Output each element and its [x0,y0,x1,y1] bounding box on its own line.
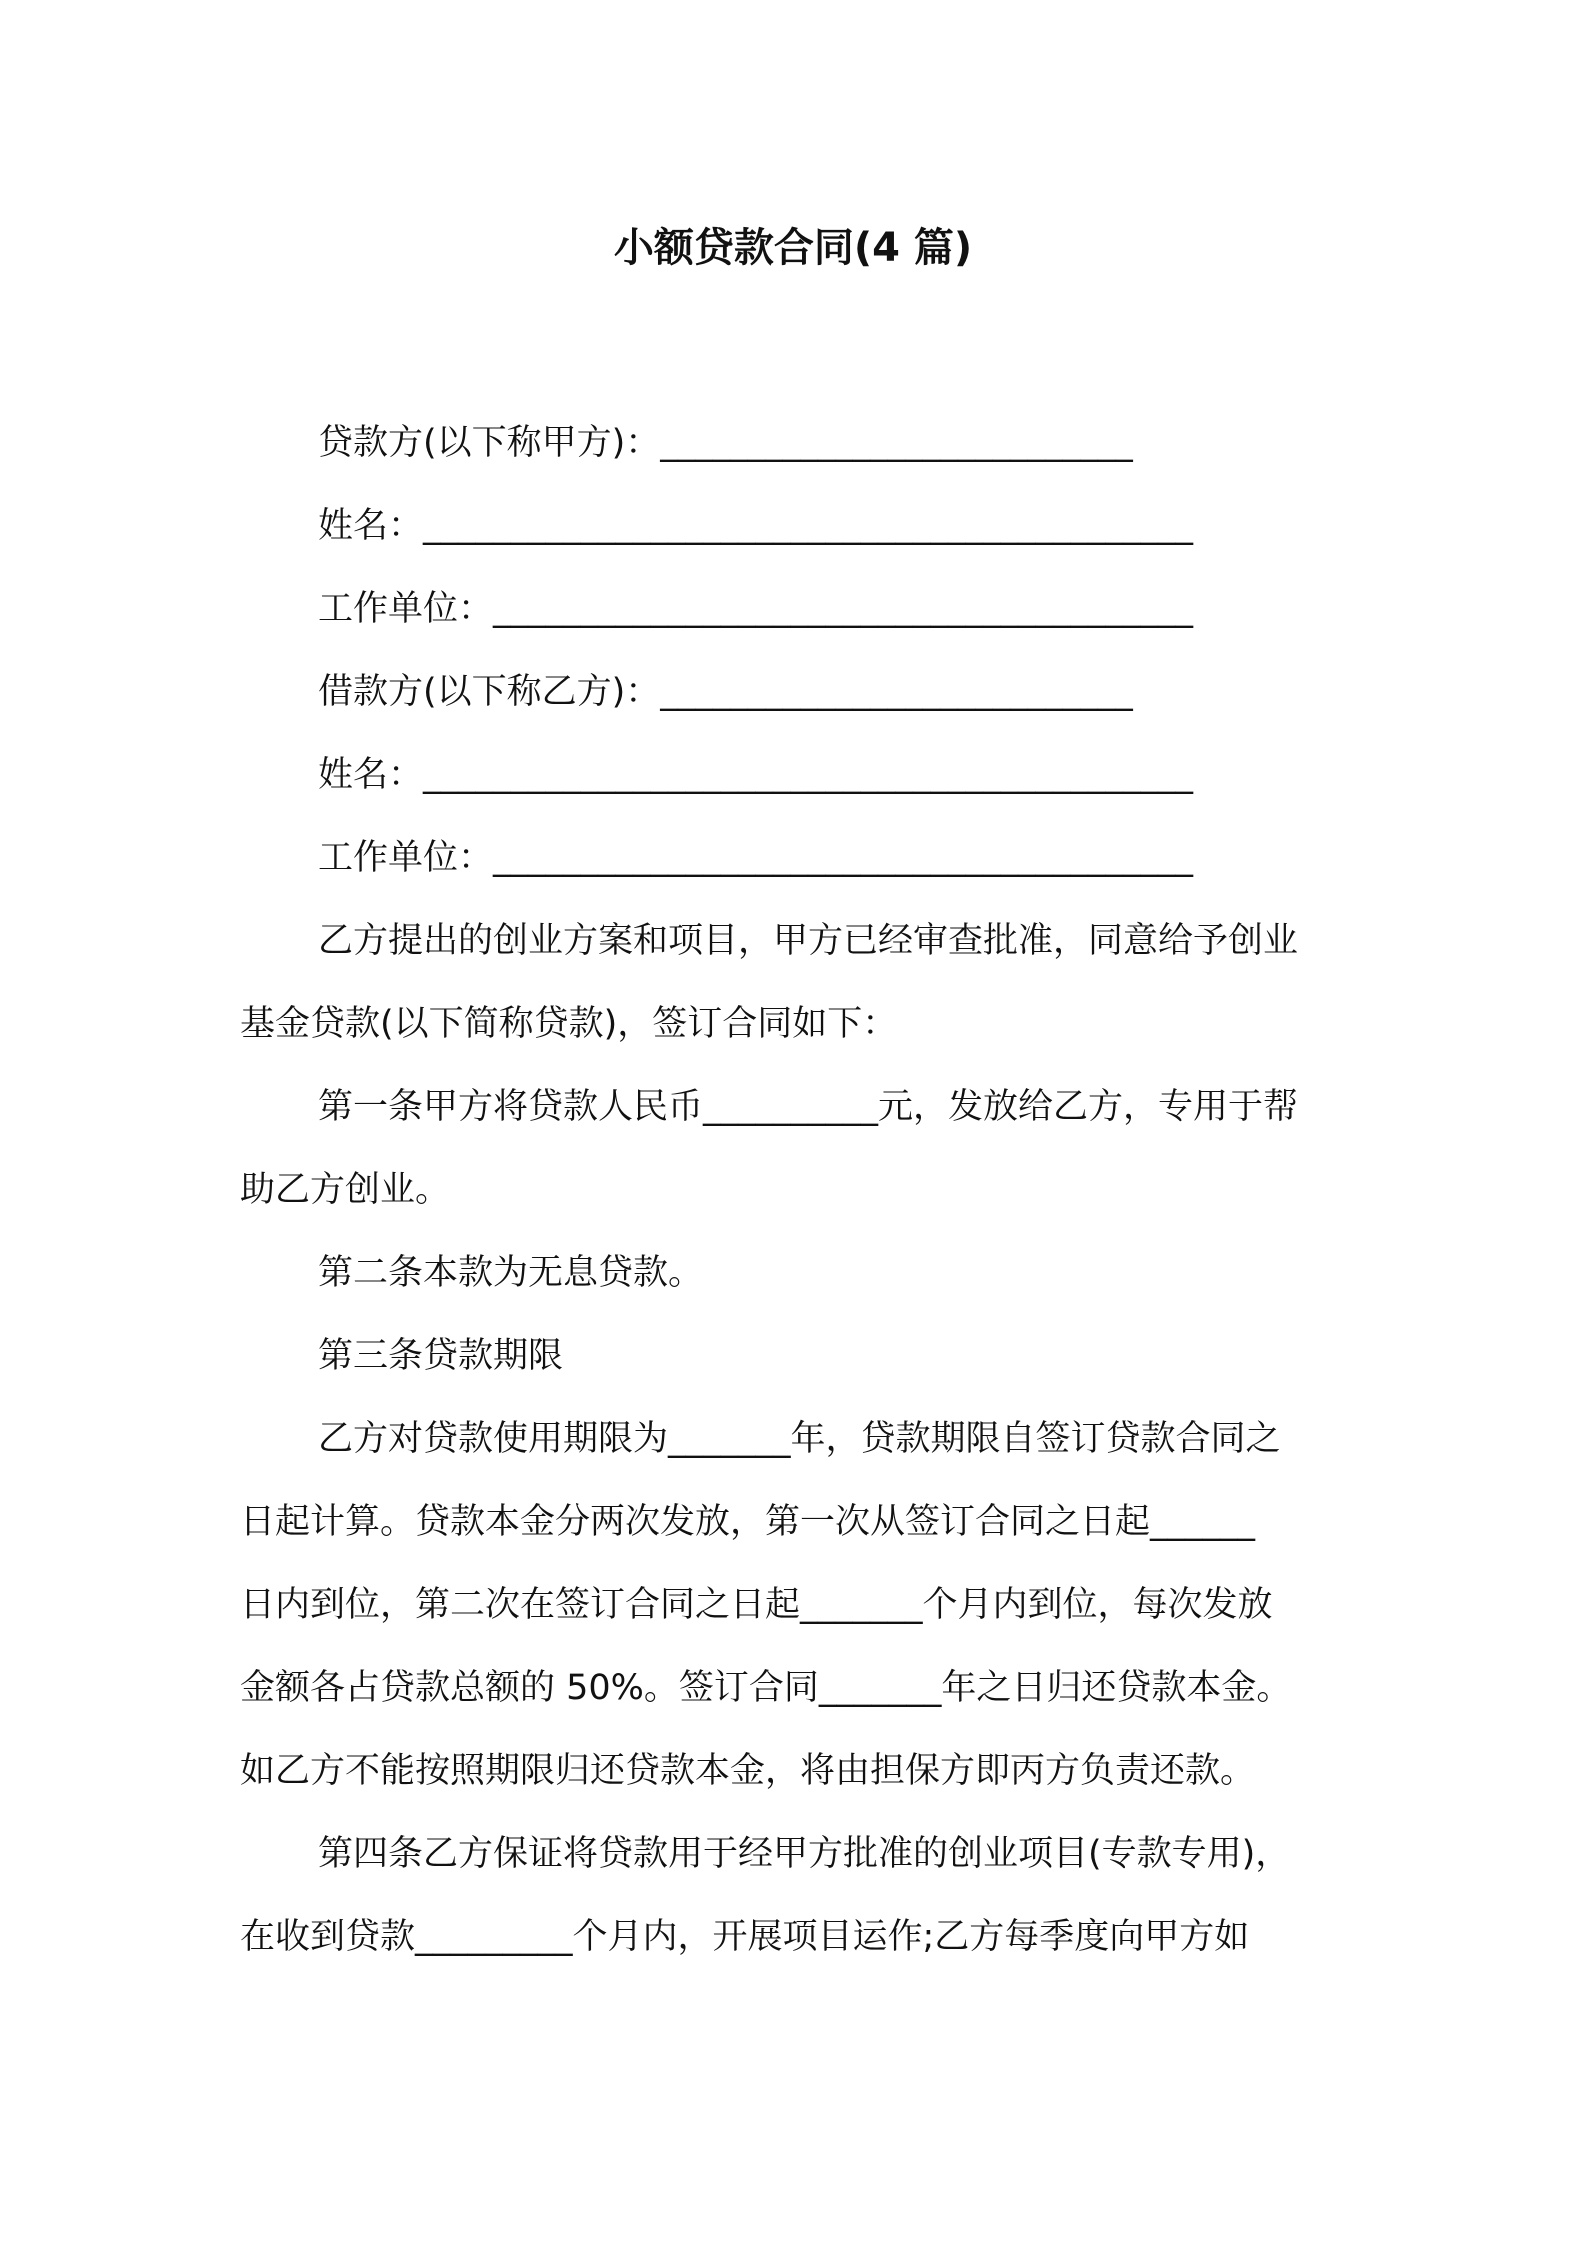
borrower-employer-field: 工作单位：________________________________________ [318,838,1194,878]
clause-4-line: 第四条乙方保证将贷款用于经甲方批准的创业项目(专款专用)， [318,1834,1291,1874]
paragraph-line: 基金贷款(以下简称贷款)，签订合同如下： [240,1004,898,1044]
clause-3-heading: 第三条贷款期限 [318,1336,564,1376]
borrower-field: 借款方(以下称乙方)：___________________________ [318,672,1133,712]
lender-employer-field: 工作单位：________________________________________ [318,589,1194,629]
lender-name-field: 姓名：____________________________________________ [318,506,1194,546]
document-title: 小额贷款合同(4 篇) [613,225,973,271]
clause-3-line: 如乙方不能按照期限归还贷款本金，将由担保方即丙方负责还款。 [240,1751,1256,1791]
clause-3-line: 日内到位，第二次在签订合同之日起_______个月内到位，每次发放 [240,1585,1273,1625]
clause-3-line: 日起计算。贷款本金分两次发放，第一次从签订合同之日起______ [240,1502,1256,1542]
paragraph-line: 乙方提出的创业方案和项目，甲方已经审查批准，同意给予创业 [318,921,1299,961]
clause-3-line: 金额各占贷款总额的 50%。签订合同_______年之日归还贷款本金。 [240,1668,1292,1708]
borrower-name-field: 姓名：____________________________________________ [318,755,1194,795]
clause-4-line: 在收到贷款_________个月内，开展项目运作;乙方每季度向甲方如 [240,1917,1250,1957]
clause-1-line: 第一条甲方将贷款人民币__________元，发放给乙方，专用于帮 [318,1087,1299,1127]
clause-3-line: 乙方对贷款使用期限为_______年，贷款期限自签订贷款合同之 [318,1419,1281,1459]
lender-field: 贷款方(以下称甲方)：___________________________ [318,423,1133,463]
clause-2-line: 第二条本款为无息贷款。 [318,1253,704,1293]
clause-1-line: 助乙方创业。 [240,1170,451,1210]
